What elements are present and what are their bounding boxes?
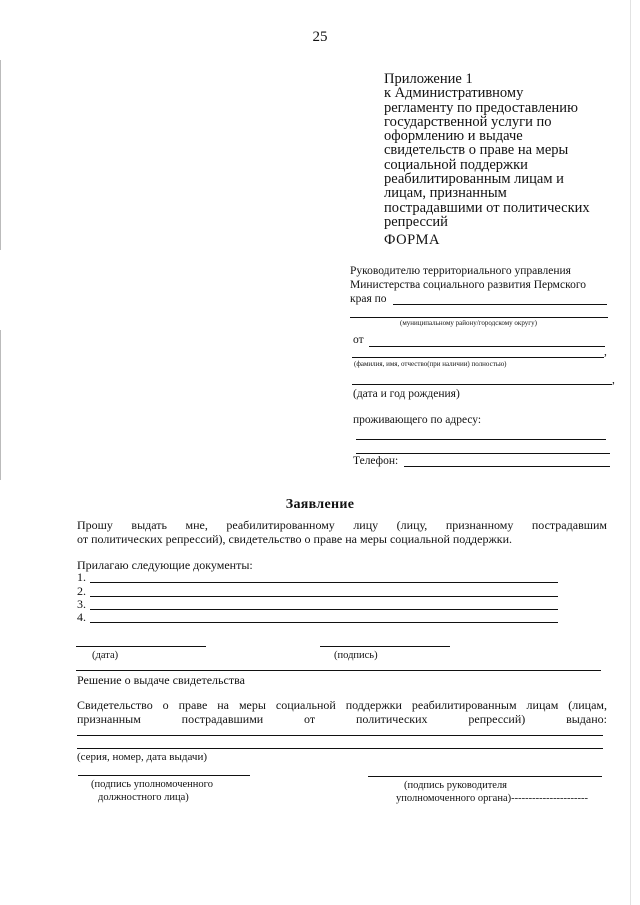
attachment-number: 2. [77, 584, 86, 598]
comma-mark: , [604, 346, 607, 358]
birth-date-label: (дата и год рождения) [353, 388, 460, 400]
attachment-number: 3. [77, 597, 86, 611]
appendix-header [384, 72, 624, 229]
signature-label: (подпись) [334, 650, 378, 661]
attachment-field-1[interactable] [90, 582, 558, 583]
phone-field[interactable] [404, 466, 610, 467]
issued-line-1: Свидетельство о праве на меры социальной поддержки реабилитированным лицам (лицам, [77, 698, 607, 712]
applicant-name-field[interactable] [369, 346, 605, 347]
appendix-line: к Административному [384, 85, 524, 102]
attachment-field-2[interactable] [90, 596, 558, 597]
scan-edge-mark [0, 60, 1, 250]
applicant-name-field-line-2[interactable] [352, 357, 604, 358]
attachments-label: Прилагаю следующие документы: [77, 558, 253, 572]
appendix-line: реабилитированным лицам и [384, 171, 564, 188]
appendix-line: репрессий [384, 213, 448, 230]
appendix-line: пострадавшими от политических [384, 199, 590, 216]
appendix-line: регламенту по предоставлению [384, 99, 578, 116]
head-signature-label-2: уполномоченного органа)---------------------- [396, 793, 589, 804]
page-number: 25 [312, 29, 328, 45]
appendix-line: государственной услуги по [384, 113, 552, 130]
head-signature-label-1: (подпись руководителя [404, 780, 508, 791]
appendix-line: свидетельств о праве на меры [384, 142, 569, 159]
district-field-line-2[interactable] [350, 317, 608, 318]
request-line-2: от политических репрессий), свидетельство о праве на меры социальной поддержки. [77, 532, 513, 546]
request-line-1: Прошу выдать мне, реабилитированному лицу (лицу, признанному пострадавшим [77, 518, 607, 532]
official-signature-field[interactable] [78, 775, 250, 776]
comma-mark: , [612, 374, 615, 386]
fio-hint: (фамилия, имя, отчество(при наличии) полностью) [354, 360, 507, 368]
statement-heading: Заявление [285, 497, 355, 512]
district-hint: (муниципальному району/городскому округу) [400, 319, 537, 327]
addressee-line-1: Руководителю территориального управления [350, 265, 571, 277]
addressee-line-2: Министерства социального развития Пермского [350, 279, 586, 291]
appendix-line: социальной поддержки [384, 156, 528, 173]
series-label: (серия, номер, дата выдачи) [77, 751, 208, 763]
attachment-field-3[interactable] [90, 609, 558, 610]
scan-edge-mark [630, 0, 631, 905]
address-field-line-2[interactable] [356, 453, 610, 454]
scan-edge-mark [0, 330, 1, 480]
appendix-line: оформлению и выдаче [384, 128, 523, 145]
decision-label: Решение о выдаче свидетельства [77, 673, 245, 687]
address-label: проживающего по адресу: [353, 414, 482, 426]
from-label: от [353, 334, 364, 346]
issued-line-2: признанным пострадавшими от политических репрессий) выдано: [77, 712, 607, 726]
head-signature-field[interactable] [368, 776, 602, 777]
appendix-line: лицам, признанным [384, 185, 507, 202]
certificate-field-line-1[interactable] [77, 735, 603, 736]
birth-date-field[interactable] [352, 384, 612, 385]
form-title: ФОРМА [384, 232, 441, 248]
phone-label: Телефон: [353, 455, 399, 467]
addressee-line-3: края по [350, 293, 387, 305]
official-signature-label-2: должностного лица) [98, 792, 189, 803]
signature-field[interactable] [320, 646, 450, 647]
official-signature-label-1: (подпись уполномоченного [91, 779, 213, 790]
attachment-number: 1. [77, 570, 86, 584]
district-field[interactable] [393, 304, 607, 305]
address-field-line-1[interactable] [356, 439, 606, 440]
certificate-field-line-2[interactable] [77, 748, 603, 749]
date-label: (дата) [92, 650, 119, 661]
appendix-line: Приложение 1 [384, 71, 473, 87]
attachment-field-4[interactable] [90, 622, 558, 623]
date-field[interactable] [76, 646, 206, 647]
attachment-number: 4. [77, 610, 86, 624]
separator-line [76, 670, 601, 671]
